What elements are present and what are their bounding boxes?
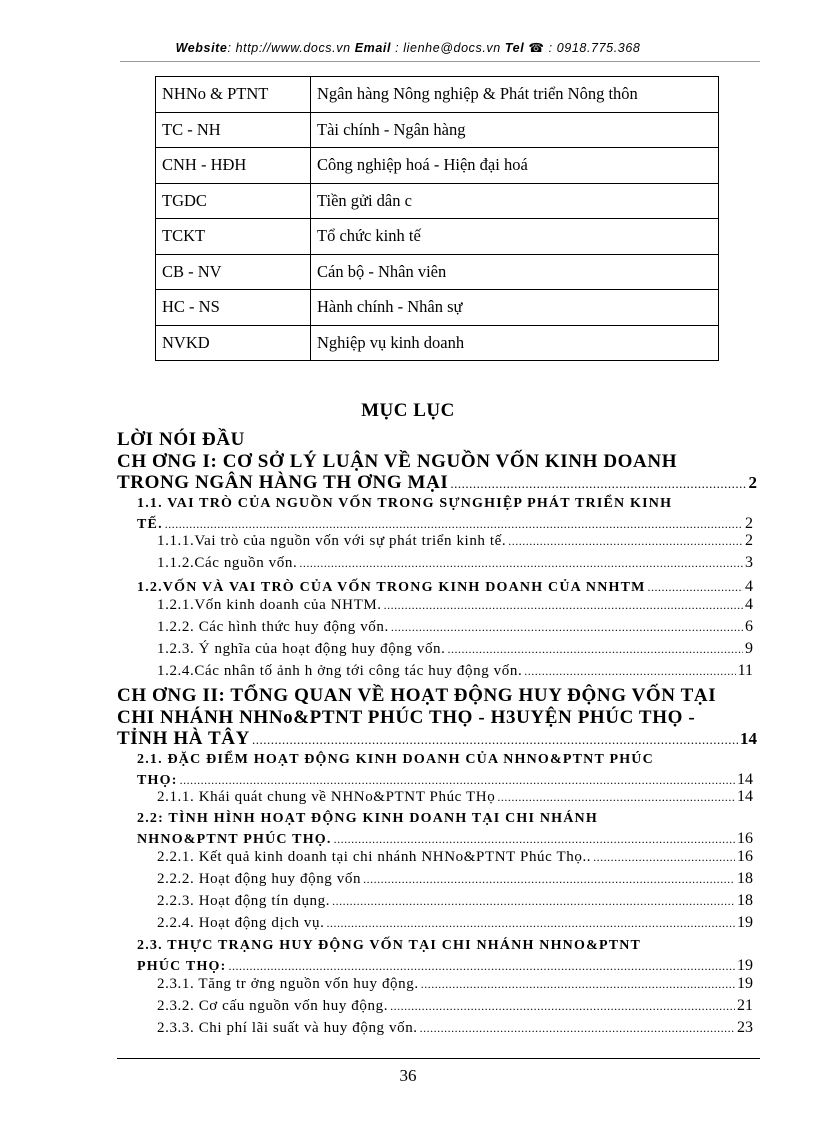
toc-page-number: 3 xyxy=(745,554,753,571)
abbreviation-table xyxy=(155,76,719,361)
toc-page-number: 6 xyxy=(745,618,753,635)
toc-entry-section-2-2 xyxy=(137,830,753,848)
toc-page-number: 11 xyxy=(737,662,753,679)
dot-leader xyxy=(363,872,735,887)
dot-leader xyxy=(593,850,735,865)
toc-entry-text: 2.2.2. Hoạt động huy động vốn xyxy=(157,871,362,887)
toc-entry-section-2-1 xyxy=(137,771,753,789)
toc-entry-text: PHÚC THỌ: xyxy=(137,959,227,974)
toc-page-number: 19 xyxy=(737,975,753,992)
table-row xyxy=(156,77,719,113)
toc-entry-2-2-4 xyxy=(157,914,753,932)
toc-entry-text: 2.1.1. Khái quát chung về NHNo&PTNT Phúc THọ xyxy=(157,789,496,805)
toc-entry-section-2-3 xyxy=(137,957,753,975)
toc-page-number: 18 xyxy=(737,892,753,909)
toc-page-number: 14 xyxy=(740,729,757,748)
toc-page-number: 4 xyxy=(745,596,753,613)
toc-page-number: 14 xyxy=(737,771,753,788)
footer-divider xyxy=(117,1058,760,1059)
toc-entry-text: 1.1.2.Các nguồn vốn. xyxy=(157,555,298,571)
toc-entry-text: TỈNH HÀ TÂY xyxy=(117,728,250,749)
toc-entry-text: THỌ: xyxy=(137,773,178,788)
toc-title: MỤC LỤC xyxy=(361,400,455,421)
meaning-cell: Hành chính - Nhân sự xyxy=(311,290,719,326)
meaning-cell: Tiền gửi dân c xyxy=(311,183,719,219)
abbr-cell: NHNo & PTNT xyxy=(156,77,311,113)
toc-entry-chapter2 xyxy=(117,728,757,750)
dot-leader xyxy=(229,959,736,974)
toc-page-number: 2 xyxy=(745,515,753,532)
dot-leader xyxy=(180,773,735,788)
dot-leader xyxy=(450,476,746,492)
table-row xyxy=(156,325,719,361)
toc-page-number: 23 xyxy=(737,1019,753,1036)
tel-value: ☎ : 0918.775.368 xyxy=(524,41,641,55)
toc-page-number: 14 xyxy=(737,788,753,805)
dot-leader xyxy=(299,556,743,571)
table-row xyxy=(156,254,719,290)
dot-leader xyxy=(252,732,738,748)
toc-section-2-3-line1: 2.3. THỰC TRẠNG HUY ĐỘNG VỐN TẠI CHI NHÁNH NHNO&PTNT xyxy=(137,938,642,953)
toc-entry-text: 2.2.4. Hoạt động dịch vụ. xyxy=(157,915,325,931)
toc-entry-text: 2.2.1. Kết quả kinh doanh tại chi nhánh NHNo&PTNT Phúc Thọ.. xyxy=(157,849,592,865)
dot-leader xyxy=(524,664,735,679)
toc-entry-text: NHNO&PTNT PHÚC THỌ. xyxy=(137,832,332,847)
abbr-cell: TC - NH xyxy=(156,112,311,148)
toc-entry-text: 1.2.3. Ý nghĩa của hoạt động huy động vốn. xyxy=(157,641,446,657)
toc-page-number: 2 xyxy=(745,532,753,549)
toc-preface: LỜI NÓI ĐẦU xyxy=(117,429,246,450)
toc-entry-text: 1.2.2. Các hình thức huy động vốn. xyxy=(157,619,389,635)
toc-entry-1-1-1 xyxy=(157,532,753,550)
toc-entry-chapter1 xyxy=(117,472,757,494)
toc-entry-text: 1.2.1.Vốn kinh doanh của NHTM. xyxy=(157,597,382,613)
toc-chapter2-line2: CHI NHÁNH NHNo&PTNT PHÚC THỌ - H3UYỆN PHÚC THỌ - xyxy=(117,707,696,728)
dot-leader xyxy=(648,580,743,595)
toc-page-number: 18 xyxy=(737,870,753,887)
dot-leader xyxy=(508,534,743,549)
dot-leader xyxy=(421,977,735,992)
website-value: : http://www.docs.vn xyxy=(227,41,355,55)
abbr-cell: TCKT xyxy=(156,219,311,255)
toc-chapter1-line1: CH ƠNG I: CƠ SỞ LÝ LUẬN VỀ NGUỒN VỐN KINH DOANH xyxy=(117,451,678,472)
table-row xyxy=(156,112,719,148)
toc-entry-text: 2.2.3. Hoạt động tín dụng. xyxy=(157,893,331,909)
toc-chapter2-line1: CH ƠNG II: TỔNG QUAN VỀ HOẠT ĐỘNG HUY ĐỘNG VỐN TẠI xyxy=(117,685,717,706)
toc-page-number: 21 xyxy=(737,997,753,1014)
dot-leader xyxy=(420,1021,735,1036)
toc-entry-text: TRONG NGÂN HÀNG TH ƠNG MẠI xyxy=(117,472,449,493)
header-divider xyxy=(120,61,760,62)
toc-entry-2-2-3 xyxy=(157,892,753,910)
toc-entry-text: 1.2.VỐN VÀ VAI TRÒ CỦA VỐN TRONG KINH DOANH CỦA NNHTM xyxy=(137,580,646,595)
toc-entry-section-1-2 xyxy=(137,578,753,596)
toc-entry-1-2-3 xyxy=(157,640,753,658)
website-label: Website xyxy=(175,41,228,55)
toc-entry-2-3-3 xyxy=(157,1019,753,1037)
toc-entry-section-1-1 xyxy=(137,515,753,533)
toc-entry-2-3-2 xyxy=(157,997,753,1015)
toc-entry-1-2-4 xyxy=(157,662,753,680)
dot-leader xyxy=(165,517,743,532)
toc-entry-text: 2.3.3. Chi phí lãi suất và huy động vốn. xyxy=(157,1020,418,1036)
abbr-cell: CNH - HĐH xyxy=(156,148,311,184)
meaning-cell: Tài chính - Ngân hàng xyxy=(311,112,719,148)
abbr-cell: CB - NV xyxy=(156,254,311,290)
table-row xyxy=(156,219,719,255)
toc-page-number: 4 xyxy=(745,578,753,595)
toc-page-number: 16 xyxy=(737,830,753,847)
meaning-cell: Ngân hàng Nông nghiệp & Phát triển Nông thôn xyxy=(311,77,719,113)
table-row xyxy=(156,148,719,184)
toc-page-number: 19 xyxy=(737,914,753,931)
toc-entry-2-3-1 xyxy=(157,975,753,993)
toc-entry-1-2-2 xyxy=(157,618,753,636)
toc-section-2-2-line1: 2.2: TÌNH HÌNH HOẠT ĐỘNG KINH DOANH TẠI CHI NHÁNH xyxy=(137,811,598,826)
toc-entry-1-1-2 xyxy=(157,554,753,572)
toc-entry-2-2-1 xyxy=(157,848,753,866)
toc-section-1-1-line1: 1.1. VAI TRÒ CỦA NGUỒN VỐN TRONG SỰNGHIỆP PHÁT TRIỂN KINH xyxy=(137,496,673,511)
dot-leader xyxy=(448,642,744,657)
dot-leader xyxy=(384,598,743,613)
meaning-cell: Công nghiệp hoá - Hiện đại hoá xyxy=(311,148,719,184)
dot-leader xyxy=(391,620,743,635)
dot-leader xyxy=(390,999,735,1014)
toc-entry-text: 2.3.2. Cơ cấu nguồn vốn huy động. xyxy=(157,998,389,1014)
meaning-cell: Tổ chức kinh tế xyxy=(311,219,719,255)
meaning-cell: Cán bộ - Nhân viên xyxy=(311,254,719,290)
toc-section-2-1-line1: 2.1. ĐẶC ĐIỂM HOẠT ĐỘNG KINH DOANH CỦA NHNO&PTNT PHÚC xyxy=(137,752,654,767)
abbr-cell: HC - NS xyxy=(156,290,311,326)
toc-entry-2-1-1 xyxy=(157,788,753,806)
toc-entry-text: 1.1.1.Vai trò của nguồn vốn với sự phát triển kinh tế. xyxy=(157,533,507,549)
toc-page-number: 19 xyxy=(737,957,753,974)
abbr-cell: TGDC xyxy=(156,183,311,219)
abbr-cell: NVKD xyxy=(156,325,311,361)
toc-entry-text: 1.2.4.Các nhân tố ảnh h ởng tới công tác huy động vốn. xyxy=(157,663,523,679)
toc-page-number: 2 xyxy=(748,473,757,492)
meaning-cell: Nghiệp vụ kinh doanh xyxy=(311,325,719,361)
dot-leader xyxy=(332,894,735,909)
toc-entry-text: TẾ. xyxy=(137,517,163,532)
tel-label: Tel xyxy=(504,41,525,55)
page-number: 36 xyxy=(399,1066,417,1085)
toc-entry-1-2-1 xyxy=(157,596,753,614)
dot-leader xyxy=(326,916,735,931)
email-label: Email xyxy=(354,41,392,55)
toc-page-number: 9 xyxy=(745,640,753,657)
page-header xyxy=(0,40,816,55)
table-row xyxy=(156,183,719,219)
toc-entry-2-2-2 xyxy=(157,870,753,888)
dot-leader xyxy=(497,790,735,805)
toc-entry-text: 2.3.1. Tăng tr ởng nguồn vốn huy động. xyxy=(157,976,419,992)
email-value: : lienhe@docs.vn xyxy=(391,41,505,55)
dot-leader xyxy=(334,832,735,847)
table-row xyxy=(156,290,719,326)
toc-page-number: 16 xyxy=(737,848,753,865)
